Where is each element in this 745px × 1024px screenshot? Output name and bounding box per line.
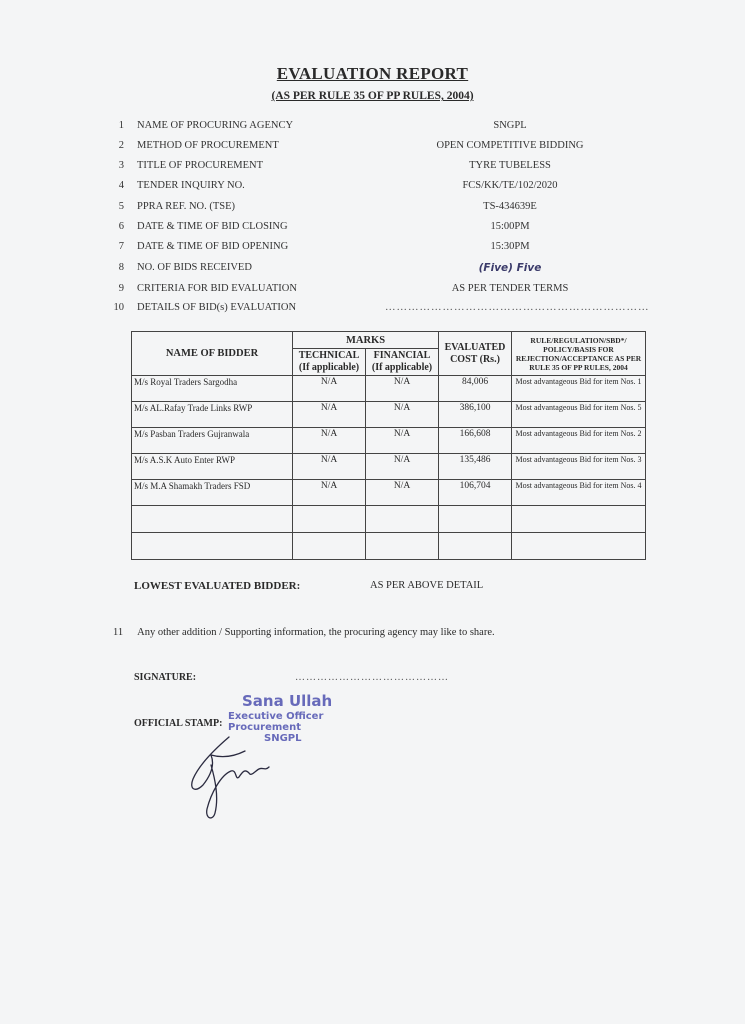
header-bidder-name: NAME OF BIDDER <box>132 332 293 376</box>
header-financial <box>366 349 439 376</box>
header-rule-basis: RULE/REGULATION/SBD*/ POLICY/BASIS FOR REJECTION/ACCEPTANCE AS PER RULE 35 OF PP RULES, 2004 <box>512 332 646 376</box>
table-row <box>132 376 646 402</box>
detail-number: 1 <box>118 120 124 131</box>
detail-row <box>0 283 745 301</box>
evaluation-remark: Most advantageous Bid for item Nos. 5 <box>512 402 646 428</box>
detail-value: OPEN COMPETITIVE BIDDING <box>436 140 584 151</box>
report-subtitle: (AS PER RULE 35 OF PP RULES, 2004) <box>271 90 474 102</box>
technical-marks: N/A <box>293 402 366 428</box>
technical-marks: N/A <box>293 428 366 454</box>
handwritten-signature <box>185 735 295 825</box>
detail-row <box>0 221 745 239</box>
financial-marks: N/A <box>366 480 439 506</box>
report-title: EVALUATION REPORT <box>276 64 469 83</box>
header-financial-label: FINANCIAL <box>373 350 431 361</box>
stamp-designation: Executive Officer Procurement <box>228 711 324 733</box>
detail-label: PPRA REF. NO. (TSE) <box>137 201 236 212</box>
detail-value: TYRE TUBELESS <box>469 160 551 171</box>
detail-number: 7 <box>118 241 124 252</box>
detail-value: FCS/KK/TE/102/2020 <box>462 180 558 191</box>
detail-dotted-line: …………………………………………………………… <box>385 302 650 313</box>
header-technical-note: (If applicable) <box>298 362 360 373</box>
detail-number: 4 <box>118 180 124 191</box>
detail-label: TITLE OF PROCUREMENT <box>137 160 263 171</box>
header-technical <box>293 349 366 376</box>
evaluation-remark: Most advantageous Bid for item Nos. 1 <box>512 376 646 402</box>
detail-label: METHOD OF PROCUREMENT <box>137 140 279 151</box>
evaluated-cost: 166,608 <box>439 428 512 454</box>
signature-line: …………………………………… <box>295 672 449 683</box>
detail-value: TS-434639E <box>483 201 537 212</box>
bids-received-handwritten: (Five) Five <box>478 262 542 274</box>
evaluated-cost: 386,100 <box>439 402 512 428</box>
detail-row <box>0 302 745 320</box>
detail-label: DATE & TIME OF BID CLOSING <box>137 221 288 232</box>
table-row-empty <box>132 533 646 560</box>
stamp-organization: SNGPL <box>264 733 302 744</box>
header-marks: MARKS <box>293 332 439 349</box>
header-financial-note: (If applicable) <box>371 362 433 373</box>
detail-value: SNGPL <box>493 120 527 131</box>
detail-row <box>0 180 745 198</box>
detail-number: 9 <box>118 283 124 294</box>
table-row-empty <box>132 506 646 533</box>
official-stamp-label: OFFICIAL STAMP: <box>134 718 223 729</box>
lowest-bidder-value: AS PER ABOVE DETAIL <box>370 580 484 591</box>
header-evaluated-cost: EVALUATED COST (Rs.) <box>439 332 512 376</box>
detail-row <box>0 262 745 280</box>
table-row <box>132 428 646 454</box>
evaluation-remark: Most advantageous Bid for item Nos. 3 <box>512 454 646 480</box>
supporting-info-item <box>113 627 495 638</box>
signature-label: SIGNATURE: <box>134 672 197 683</box>
detail-number: 6 <box>118 221 124 232</box>
detail-row <box>0 140 745 158</box>
detail-label: DETAILS OF BID(s) EVALUATION <box>137 302 297 313</box>
financial-marks: N/A <box>366 376 439 402</box>
detail-number: 2 <box>118 140 124 151</box>
detail-number: 10 <box>113 302 124 313</box>
technical-marks: N/A <box>293 480 366 506</box>
evaluated-cost: 84,006 <box>439 376 512 402</box>
detail-label: CRITERIA FOR BID EVALUATION <box>137 283 297 294</box>
detail-number: 3 <box>118 160 124 171</box>
financial-marks: N/A <box>366 428 439 454</box>
header-technical-label: TECHNICAL <box>298 350 360 361</box>
financial-marks: N/A <box>366 454 439 480</box>
evaluation-remark: Most advantageous Bid for item Nos. 2 <box>512 428 646 454</box>
table-row <box>132 402 646 428</box>
evaluated-cost: 135,486 <box>439 454 512 480</box>
detail-value: AS PER TENDER TERMS <box>451 283 569 294</box>
detail-number: 5 <box>118 201 124 212</box>
supporting-info-text: Any other addition / Supporting information, the procuring agency may like to share. <box>137 627 495 638</box>
detail-label: NAME OF PROCURING AGENCY <box>137 120 294 131</box>
detail-number: 8 <box>118 262 124 273</box>
detail-value: 15:30PM <box>490 241 530 252</box>
detail-row <box>0 201 745 219</box>
technical-marks: N/A <box>293 376 366 402</box>
evaluated-cost: 106,704 <box>439 480 512 506</box>
bid-evaluation-table <box>131 331 646 560</box>
bidder-name: M/s M.A Shamakh Traders FSD <box>132 480 293 506</box>
detail-label: NO. OF BIDS RECEIVED <box>137 262 252 273</box>
stamp-name: Sana Ullah <box>242 692 333 710</box>
table-row <box>132 454 646 480</box>
table-row <box>132 480 646 506</box>
detail-row <box>0 241 745 259</box>
item-number: 11 <box>113 627 124 638</box>
detail-label: DATE & TIME OF BID OPENING <box>137 241 289 252</box>
financial-marks: N/A <box>366 402 439 428</box>
bidder-name: M/s AL.Rafay Trade Links RWP <box>132 402 293 428</box>
bidder-name: M/s A.S.K Auto Enter RWP <box>132 454 293 480</box>
technical-marks: N/A <box>293 454 366 480</box>
detail-value: 15:00PM <box>490 221 530 232</box>
bidder-name: M/s Royal Traders Sargodha <box>132 376 293 402</box>
bidder-name: M/s Pasban Traders Gujranwala <box>132 428 293 454</box>
evaluation-remark: Most advantageous Bid for item Nos. 4 <box>512 480 646 506</box>
lowest-bidder-label: LOWEST EVALUATED BIDDER: <box>134 580 301 592</box>
detail-row <box>0 120 745 138</box>
detail-row <box>0 160 745 178</box>
detail-label: TENDER INQUIRY NO. <box>137 180 245 191</box>
